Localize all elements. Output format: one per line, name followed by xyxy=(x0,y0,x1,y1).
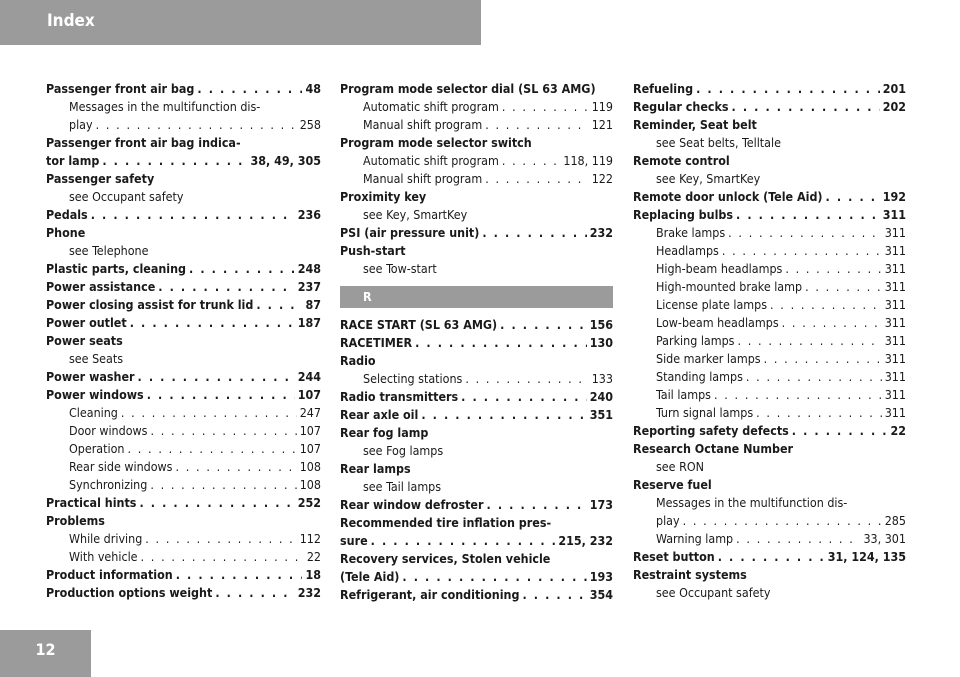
index-subentry-text: see Tail lamps xyxy=(363,479,442,494)
entry-pages: 122 xyxy=(591,171,613,186)
entry-pages: 240 xyxy=(589,389,613,404)
entry-pages: 107 xyxy=(299,441,321,456)
page-number-tab xyxy=(0,630,91,677)
index-entry-heading: Recommended tire inflation pres- xyxy=(340,515,552,530)
entry-term: Low-beam headlamps xyxy=(656,315,779,330)
index-subentry xyxy=(633,224,906,242)
index-subentry xyxy=(46,548,321,566)
entry-term: Rear side windows xyxy=(69,459,173,474)
index-entry-heading: Problems xyxy=(46,513,105,528)
dot-leader xyxy=(176,566,303,584)
index-entry-heading: Radio xyxy=(340,353,376,368)
dot-leader xyxy=(770,296,882,314)
index-entry-heading: Proximity key xyxy=(340,189,427,204)
page-title: Index xyxy=(47,11,95,31)
entry-pages: 232 xyxy=(297,585,321,600)
dot-leader xyxy=(150,476,296,494)
entry-term: High-beam headlamps xyxy=(656,261,783,276)
entry-term: Tail lamps xyxy=(656,387,711,402)
entry-term: Power washer xyxy=(46,369,135,384)
index-entry xyxy=(46,278,321,296)
index-subentry-text: see Key, SmartKey xyxy=(363,207,468,222)
index-subentry-text: see Seats xyxy=(69,351,124,366)
dot-leader xyxy=(158,278,294,296)
entry-pages: 108 xyxy=(299,477,321,492)
entry-pages: 311 xyxy=(884,225,906,240)
index-entry-heading: Program mode selector switch xyxy=(340,135,532,150)
entry-pages: 248 xyxy=(297,261,321,276)
entry-term: Power windows xyxy=(46,387,144,402)
dot-leader xyxy=(764,350,882,368)
entry-pages: 311 xyxy=(884,351,906,366)
index-entry xyxy=(340,316,613,334)
index-entry xyxy=(340,406,613,424)
index-entry xyxy=(46,206,321,224)
entry-term: Radio transmitters xyxy=(340,389,459,404)
dot-leader xyxy=(782,314,882,332)
entry-pages: 119 xyxy=(591,99,613,114)
entry-pages: 192 xyxy=(882,189,906,204)
index-entry-heading: Phone xyxy=(46,225,86,240)
entry-term: Power assistance xyxy=(46,279,156,294)
dot-leader xyxy=(189,260,295,278)
entry-term: Power closing assist for trunk lid xyxy=(46,297,254,312)
entry-pages: 48 xyxy=(305,81,321,96)
index-subentry xyxy=(46,458,321,476)
index-subentry xyxy=(340,370,613,388)
entry-term: Passenger front air bag xyxy=(46,81,195,96)
entry-term: PSI (air pressure unit) xyxy=(340,225,480,240)
entry-term: Side marker lamps xyxy=(656,351,761,366)
entry-term: sure xyxy=(340,533,368,548)
dot-leader xyxy=(461,388,587,406)
index-subentry-text: see Occupant safety xyxy=(656,585,771,600)
entry-term: Operation xyxy=(69,441,125,456)
dot-leader xyxy=(500,316,587,334)
index-column-1 xyxy=(46,80,321,602)
entry-term: Remote door unlock (Tele Aid) xyxy=(633,189,823,204)
dot-leader xyxy=(722,242,882,260)
entry-term: License plate lamps xyxy=(656,297,768,312)
index-subentry-text: Messages in the multifunction dis- xyxy=(69,99,261,114)
entry-term: Warning lamp xyxy=(656,531,734,546)
entry-term: Manual shift program xyxy=(363,171,483,186)
index-entry xyxy=(46,494,321,512)
entry-term: Automatic shift program xyxy=(363,153,499,168)
entry-pages: 285 xyxy=(884,513,906,528)
entry-pages: 232 xyxy=(589,225,613,240)
index-entry xyxy=(46,368,321,386)
entry-pages: 187 xyxy=(297,315,321,330)
dot-leader xyxy=(415,334,587,352)
dot-leader xyxy=(121,404,297,422)
index-entry-heading: Recovery services, Stolen vehicle xyxy=(340,551,551,566)
index-entry-heading: Program mode selector dial (SL 63 AMG) xyxy=(340,81,596,96)
index-entry-heading: Passenger safety xyxy=(46,171,155,186)
entry-term: Reporting safety defects xyxy=(633,423,789,438)
entry-pages: 112 xyxy=(299,531,321,546)
index-entry xyxy=(46,80,321,98)
entry-pages: 31, 124, 135 xyxy=(827,549,906,564)
index-subentry xyxy=(633,368,906,386)
index-subentry xyxy=(633,404,906,422)
index-entry xyxy=(340,224,613,242)
dot-leader xyxy=(718,548,825,566)
dot-leader xyxy=(683,512,882,530)
index-subentry-text: see Tow-start xyxy=(363,261,437,276)
entry-pages: 22 xyxy=(306,549,321,564)
dot-leader xyxy=(738,332,882,350)
index-subentry xyxy=(46,440,321,458)
index-subentry-text: see Occupant safety xyxy=(69,189,184,204)
dot-leader xyxy=(756,404,882,422)
index-entry xyxy=(633,188,906,206)
index-entry-heading: Rear fog lamp xyxy=(340,425,429,440)
index-subentry xyxy=(340,152,613,170)
index-entry xyxy=(340,496,613,514)
entry-term: Refrigerant, air conditioning xyxy=(340,587,520,602)
dot-leader xyxy=(197,80,302,98)
index-subentry xyxy=(633,314,906,332)
entry-pages: 108 xyxy=(299,459,321,474)
entry-pages: 237 xyxy=(297,279,321,294)
entry-pages: 311 xyxy=(884,243,906,258)
index-subentry xyxy=(46,476,321,494)
index-entry-heading: Reminder, Seat belt xyxy=(633,117,757,132)
entry-term: Headlamps xyxy=(656,243,719,258)
index-entry xyxy=(633,206,906,224)
entry-term: Brake lamps xyxy=(656,225,726,240)
index-subentry xyxy=(633,296,906,314)
index-subentry xyxy=(46,116,321,134)
dot-leader xyxy=(696,80,880,98)
index-entry-heading: Reserve fuel xyxy=(633,477,712,492)
dot-leader xyxy=(127,440,296,458)
index-entry xyxy=(633,422,906,440)
dot-leader xyxy=(746,368,882,386)
entry-term: Door windows xyxy=(69,423,148,438)
entry-term: With vehicle xyxy=(69,549,138,564)
index-column-3 xyxy=(633,80,906,602)
dot-leader xyxy=(138,368,295,386)
dot-leader xyxy=(150,422,296,440)
section-header: R xyxy=(340,286,613,308)
index-subentry xyxy=(46,404,321,422)
dot-leader xyxy=(147,386,295,404)
dot-leader xyxy=(805,278,882,296)
entry-pages: 311 xyxy=(884,261,906,276)
entry-term: tor lamp xyxy=(46,153,100,168)
dot-leader xyxy=(522,586,586,604)
entry-pages: 351 xyxy=(589,407,613,422)
entry-pages: 311 xyxy=(884,387,906,402)
index-subentry-text: see Fog lamps xyxy=(363,443,444,458)
entry-term: Product information xyxy=(46,567,173,582)
entry-term: Regular checks xyxy=(633,99,729,114)
entry-term: While driving xyxy=(69,531,143,546)
entry-pages: 38, 49, 305 xyxy=(250,153,321,168)
index-entry xyxy=(46,566,321,584)
index-column-2 xyxy=(340,80,613,604)
entry-term: Production options weight xyxy=(46,585,213,600)
entry-term: Power outlet xyxy=(46,315,127,330)
entry-term: Cleaning xyxy=(69,405,118,420)
dot-leader xyxy=(141,548,304,566)
entry-term: (Tele Aid) xyxy=(340,569,400,584)
index-entry xyxy=(340,586,613,604)
entry-pages: 311 xyxy=(884,297,906,312)
entry-term: Reset button xyxy=(633,549,715,564)
index-entry xyxy=(46,152,321,170)
dot-leader xyxy=(736,530,860,548)
entry-term: RACETIMER xyxy=(340,335,413,350)
entry-pages: 156 xyxy=(589,317,613,332)
index-entry xyxy=(46,584,321,602)
dot-leader xyxy=(502,152,561,170)
index-subentry xyxy=(633,530,906,548)
dot-leader xyxy=(785,260,881,278)
dot-leader xyxy=(736,206,880,224)
entry-pages: 107 xyxy=(299,423,321,438)
index-subentry xyxy=(633,242,906,260)
entry-pages: 130 xyxy=(589,335,613,350)
dot-leader xyxy=(102,152,247,170)
index-subentry xyxy=(633,332,906,350)
entry-pages: 173 xyxy=(589,497,613,512)
index-subentry-text: see Telephone xyxy=(69,243,149,258)
index-subentry-text: see Key, SmartKey xyxy=(656,171,761,186)
index-entry xyxy=(46,296,321,314)
dot-leader xyxy=(421,406,586,424)
index-entry xyxy=(633,80,906,98)
entry-term: Parking lamps xyxy=(656,333,735,348)
entry-pages: 258 xyxy=(299,117,321,132)
entry-pages: 244 xyxy=(297,369,321,384)
index-subentry xyxy=(340,170,613,188)
header-tab xyxy=(0,0,481,45)
index-entry xyxy=(340,532,613,550)
entry-term: Rear window defroster xyxy=(340,497,484,512)
dot-leader xyxy=(714,386,882,404)
entry-term: Standing lamps xyxy=(656,369,743,384)
entry-pages: 252 xyxy=(297,495,321,510)
entry-term: High-mounted brake lamp xyxy=(656,279,803,294)
index-subentry xyxy=(633,350,906,368)
index-subentry-text: see Seat belts, Telltale xyxy=(656,135,781,150)
dot-leader xyxy=(130,314,295,332)
entry-term: RACE START (SL 63 AMG) xyxy=(340,317,498,332)
dot-leader xyxy=(732,98,880,116)
index-entry xyxy=(633,98,906,116)
entry-term: Turn signal lamps xyxy=(656,405,754,420)
entry-pages: 311 xyxy=(884,315,906,330)
entry-pages: 107 xyxy=(297,387,321,402)
index-entry xyxy=(340,388,613,406)
dot-leader xyxy=(176,458,297,476)
index-entry xyxy=(340,334,613,352)
index-entry-heading: Restraint systems xyxy=(633,567,747,582)
entry-pages: 202 xyxy=(882,99,906,114)
dot-leader xyxy=(485,116,589,134)
entry-pages: 133 xyxy=(591,371,613,386)
dot-leader xyxy=(139,494,294,512)
entry-term: Practical hints xyxy=(46,495,137,510)
index-entry xyxy=(633,548,906,566)
entry-term: Refueling xyxy=(633,81,694,96)
entry-pages: 118, 119 xyxy=(563,153,613,168)
dot-leader xyxy=(485,170,589,188)
dot-leader xyxy=(482,224,586,242)
dot-leader xyxy=(371,532,556,550)
dot-leader xyxy=(465,370,588,388)
entry-pages: 22 xyxy=(890,423,906,438)
dot-leader xyxy=(728,224,882,242)
dot-leader xyxy=(402,568,586,586)
index-entry xyxy=(46,260,321,278)
entry-term: Pedals xyxy=(46,207,88,222)
index-entry xyxy=(46,314,321,332)
entry-pages: 247 xyxy=(299,405,321,420)
entry-term: Selecting stations xyxy=(363,371,463,386)
entry-term: Replacing bulbs xyxy=(633,207,734,222)
dot-leader xyxy=(91,206,295,224)
entry-pages: 311 xyxy=(882,207,906,222)
entry-term: play xyxy=(69,117,93,132)
index-entry-heading: Push-start xyxy=(340,243,406,258)
entry-pages: 121 xyxy=(591,117,613,132)
index-subentry xyxy=(340,98,613,116)
index-entry xyxy=(46,386,321,404)
index-entry xyxy=(340,568,613,586)
index-subentry xyxy=(340,116,613,134)
entry-term: Plastic parts, cleaning xyxy=(46,261,187,276)
dot-leader xyxy=(256,296,302,314)
dot-leader xyxy=(502,98,589,116)
page-number: 12 xyxy=(35,640,56,659)
index-subentry xyxy=(46,422,321,440)
entry-pages: 236 xyxy=(297,207,321,222)
dot-leader xyxy=(215,584,294,602)
entry-pages: 354 xyxy=(589,587,613,602)
index-entry-heading: Remote control xyxy=(633,153,730,168)
index-subentry-text: see RON xyxy=(656,459,704,474)
dot-leader xyxy=(826,188,880,206)
entry-pages: 87 xyxy=(305,297,321,312)
entry-pages: 193 xyxy=(589,569,613,584)
index-subentry xyxy=(633,512,906,530)
entry-term: Manual shift program xyxy=(363,117,483,132)
entry-pages: 311 xyxy=(884,333,906,348)
index-entry-heading: Power seats xyxy=(46,333,123,348)
index-subentry xyxy=(633,260,906,278)
entry-pages: 33, 301 xyxy=(863,531,906,546)
entry-term: Synchronizing xyxy=(69,477,148,492)
entry-pages: 311 xyxy=(884,405,906,420)
entry-term: Automatic shift program xyxy=(363,99,499,114)
index-subentry-text: Messages in the multifunction dis- xyxy=(656,495,848,510)
dot-leader xyxy=(145,530,296,548)
dot-leader xyxy=(96,116,297,134)
index-subentry xyxy=(633,386,906,404)
entry-pages: 18 xyxy=(305,567,321,582)
index-subentry xyxy=(633,278,906,296)
entry-pages: 201 xyxy=(882,81,906,96)
entry-pages: 311 xyxy=(884,369,906,384)
index-entry-heading: Rear lamps xyxy=(340,461,411,476)
entry-pages: 311 xyxy=(884,279,906,294)
index-entry-heading: Research Octane Number xyxy=(633,441,794,456)
entry-term: Rear axle oil xyxy=(340,407,419,422)
entry-pages: 215, 232 xyxy=(558,533,613,548)
entry-term: play xyxy=(656,513,680,528)
index-subentry xyxy=(46,530,321,548)
dot-leader xyxy=(792,422,888,440)
dot-leader xyxy=(487,496,587,514)
index-entry-heading: Passenger front air bag indica- xyxy=(46,135,241,150)
